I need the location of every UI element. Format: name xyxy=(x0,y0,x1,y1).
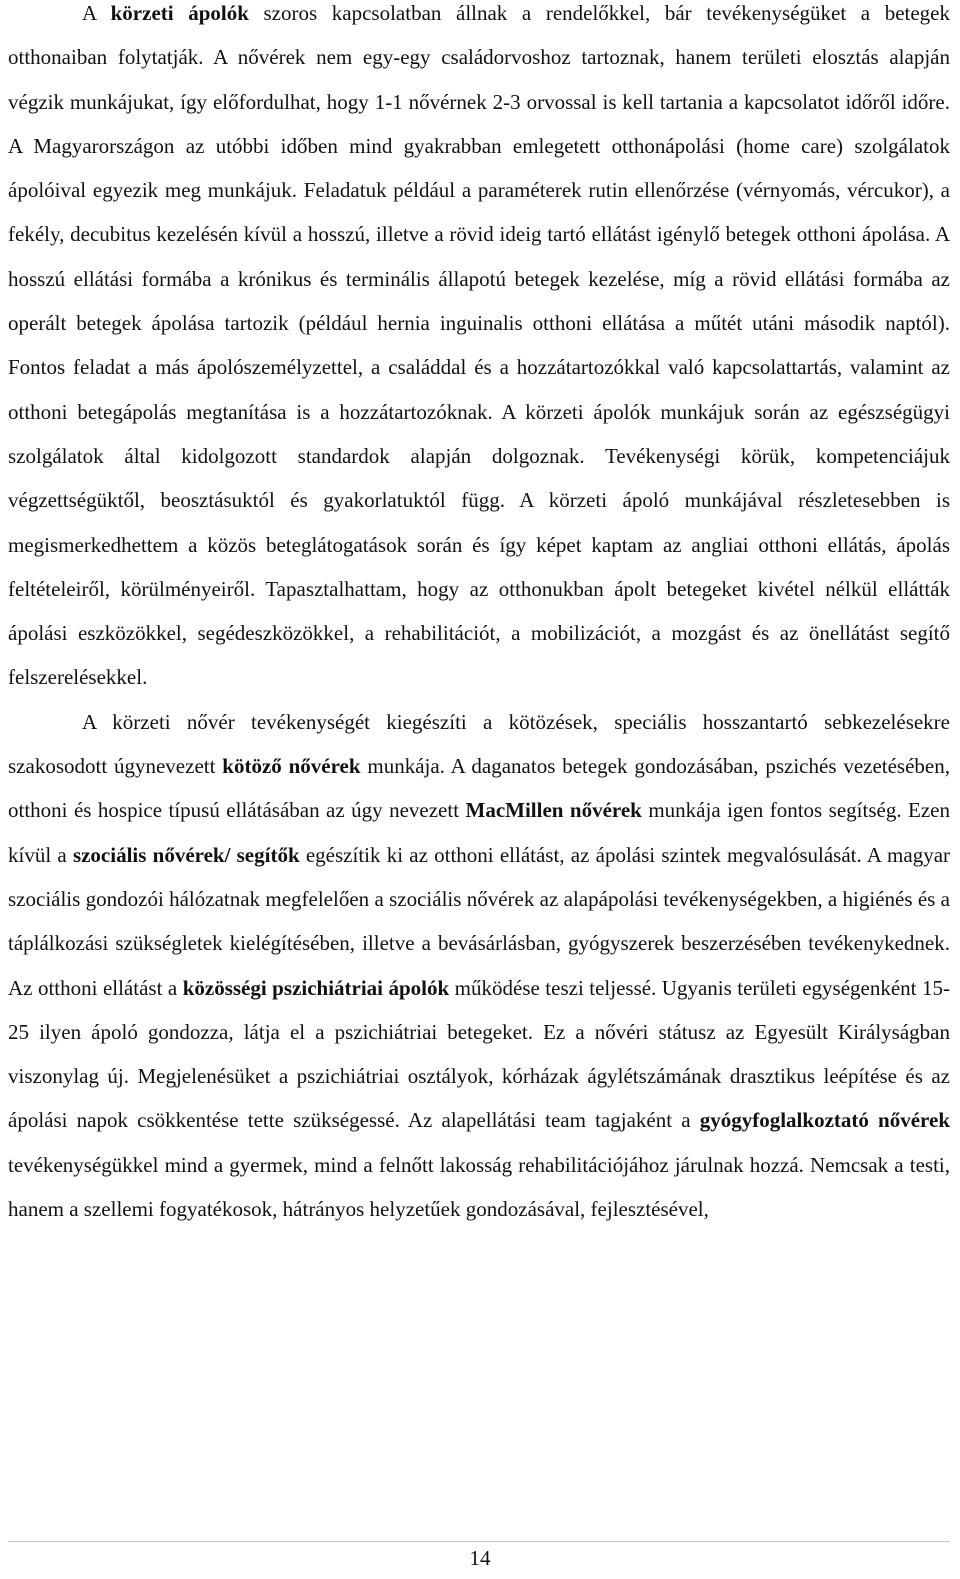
bold-term-kotozo-noverek: kötöző nővérek xyxy=(222,754,361,779)
bold-term-kozossegi-pszichiatriai-apolok: közösségi pszichiátriai ápolók xyxy=(182,975,450,1000)
footer-divider xyxy=(8,1541,950,1542)
bold-term-szocialis-noverek: szociális nővérek/ segítők xyxy=(72,842,300,867)
text-segment: egészítik ki az otthoni ellátást, az ápolási szintek megvalósulását. A magyar szociális gondozói hálózatnak megfelelően a szociális nővérek az alapápolási tevékenységekben, a higiénés és a táplálkozási szükségletek kielégítésében, illetve a bevásárlásban, gyógyszerek beszerzésében tevékenykednek. Az otthoni ellátást a xyxy=(8,842,951,1000)
document-page xyxy=(8,0,950,1231)
body-paragraph-2 xyxy=(8,700,950,1232)
text-segment: munkája igen fontos segítség. Ezen kívül a xyxy=(8,798,950,867)
bold-term-gyogyfoglalkoztato-noverek: gyógyfoglalkoztató nővérek xyxy=(699,1108,950,1133)
bold-term-korzeti-apolok: körzeti ápolók xyxy=(110,1,249,25)
page-number: 14 xyxy=(469,1546,491,1570)
text-segment: működése teszi teljessé. Ugyanis területi egységenként 15-25 ilyen ápoló gondozza, látja el a pszichiátriai betegeket. Ez a nővéri státusz az Egyesült Királyságban viszonylag új. Megjelenésüket a pszichiátriai osztályok, kórházak ágylétszámának drasztikus leépítése és az ápolási napok csökkentése tette szükségessé. Az alapellátási team tagjaként a xyxy=(8,975,950,1133)
bold-term-macmillen-noverek: MacMillen nővérek xyxy=(465,798,642,823)
body-paragraph-1 xyxy=(8,0,950,700)
text-segment: munkája. A daganatos betegek gondozásában, pszichés vezetésében, otthoni és hospice típusú ellátásában az úgy nevezett xyxy=(8,754,950,823)
text-segment: A xyxy=(82,1,111,25)
text-segment: szoros kapcsolatban állnak a rendelőkkel, bár tevékenységüket a betegek otthonaiban folytatják. A nővérek nem egy-egy családorvoshoz tartoznak, hanem területi elosztás alapján végzik munkájukat, így előfordulhat, hogy 1-1 nővérnek 2-3 orvossal is kell tartania a kapcsolatot időről időre. A Magyarországon az utóbbi időben mind gyakrabban emlegetett otthonápolási (home care) szolgálatok ápolóival egyezik meg munkájuk. Feladatuk például a paraméterek rutin ellenőrzése (vérnyomás, vércukor), a fekély, decubitus kezelésén kívül a hosszú, illetve a rövid ideig tartó ellátást igénylő betegek otthoni ápolása. A hosszú ellátási formába a krónikus és terminális állapotú betegek kezelése, míg a rövid ellátási formába az operált betegek ápolása tartozik (például hernia inguinalis otthoni ellátása a műtét utáni második naptól). Fontos feladat a más ápolószemélyzettel, a családdal és a hozzátartozókkal való kapcsolattartás, valamint az otthoni betegápolás megtanítása is a hozzátartozóknak. A körzeti ápolók munkájuk során az egészségügyi szolgálatok által kidolgozott standardok alapján dolgoznak. Tevékenységi körük, kompetenciájuk végzettségüktől, beosztásuktól és gyakorlatuktól függ. A körzeti ápoló munkájával részletesebben is megismerkedhettem a közös beteglátogatások során és így képet kaptam az angliai otthoni ellátás, ápolás feltételeiről, körülményeiről. Tapasztalhattam, hogy az otthonukban ápolt betegeket kivétel nélkül ellátták ápolási eszközökkel, segédeszközökkel, a rehabilitációt, a mobilizációt, a mozgást és az önellátást segítő felszerelésekkel. xyxy=(8,1,951,690)
text-segment: tevékenységükkel mind a gyermek, mind a felnőtt lakosság rehabilitációjához járulnak hozzá. Nemcsak a testi, hanem a szellemi fogyatékosok, hátrányos helyzetűek gondozásával, fejlesztésével, xyxy=(8,1152,950,1222)
text-segment: A körzeti nővér tevékenységét kiegészíti a kötözések, speciális hosszantartó sebkezelésekre szakosodott úgynevezett xyxy=(8,709,950,779)
